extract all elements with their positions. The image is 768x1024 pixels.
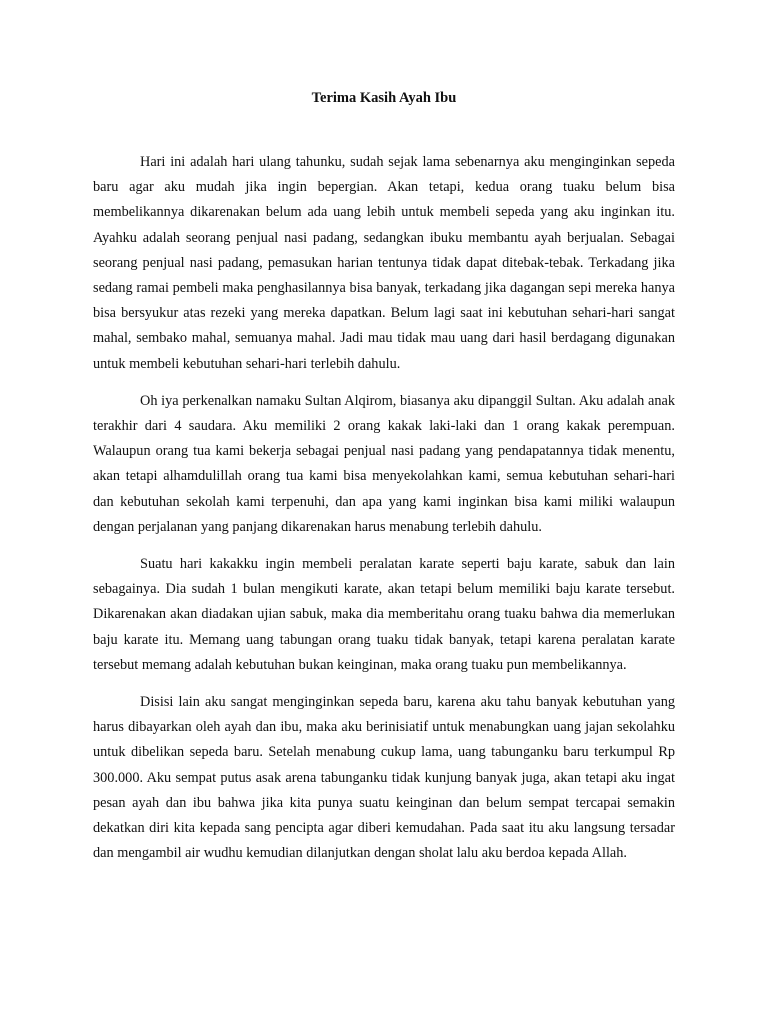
paragraph-2: Oh iya perkenalkan namaku Sultan Alqirom, biasanya aku dipanggil Sultan. Aku adalah anak terakhir dari 4 saudara. Aku memiliki 2 orang kakak laki-laki dan 1 orang kakak perempuan. Walaupun orang tua kami bekerja sebagai penjual nasi padang yang pendapatannya tidak menentu, akan tetapi alhamdulillah orang tua kami bisa menyekolahkan kami, semua kebutuhan sehari-hari dan kebutuhan sekolah kami terpenuhi, dan apa yang kami inginkan bisa kami miliki walaupun dengan perjalanan yang panjang dikarenakan harus menabung terlebih dahulu. xyxy=(93,392,675,535)
paragraph-3: Suatu hari kakakku ingin membeli peralatan karate seperti baju karate, sabuk dan lain sebagainya. Dia sudah 1 bulan mengikuti karate, akan tetapi belum memiliki baju karate tersebut. Dikarenakan akan diadakan ujian sabuk, maka dia memberitahu orang tuaku bahwa dia memerlukan baju karate itu. Memang uang tabungan orang tuaku tidak banyak, tetapi karena peralatan karate tersebut memang adalah kebutuhan bukan keinginan, maka orang tuaku pun membelikannya. xyxy=(93,556,675,673)
paragraph-1: Hari ini adalah hari ulang tahunku, sudah sejak lama sebenarnya aku menginginkan sepeda baru agar aku mudah jika ingin bepergian. Akan tetapi, kedua orang tuaku belum bisa membelikannya dikarenakan belum ada uang lebih untuk membeli sepeda yang aku inginkan itu. Ayahku adalah seorang penjual nasi padang, sedangkan ibuku membantu ayah berjualan. Sebagai seorang penjual nasi padang, pemasukan harian tentunya tidak dapat ditebak-tebak. Terkadang jika sedang ramai pembeli maka penghasilannya bisa banyak, terkadang jika dagangan sepi mereka hanya bisa bersyukur atas rezeki yang mereka dapatkan. Belum lagi saat ini kebutuhan sehari-hari sangat mahal, sembako mahal, semuanya mahal. Jadi mau tidak mau uang dari hasil berdagang digunakan untuk membeli kebutuhan sehari-hari terlebih dahulu. xyxy=(93,154,675,372)
document-body xyxy=(93,150,675,878)
document-title: Terima Kasih Ayah Ibu xyxy=(311,90,457,106)
paragraph-4: Disisi lain aku sangat menginginkan sepeda baru, karena aku tahu banyak kebutuhan yang harus dibayarkan oleh ayah dan ibu, maka aku berinisiatif untuk menabungkan uang jajan sekolahku untuk dibelikan sepeda baru. Setelah menabung cukup lama, uang tabunganku baru terkumpul Rp 300.000. Aku sempat putus asak arena tabunganku tidak kunjung banyak juga, akan tetapi aku ingat pesan ayah dan ibu bahwa jika kita punya suatu keinginan dan belum sempat tercapai semakin dekatkan diri kita kepada sang pencipta agar diberi kemudahan. Pada saat itu aku langsung tersadar dan mengambil air wudhu kemudian dilanjutkan dengan sholat lalu aku berdoa kepada Allah. xyxy=(93,694,675,862)
